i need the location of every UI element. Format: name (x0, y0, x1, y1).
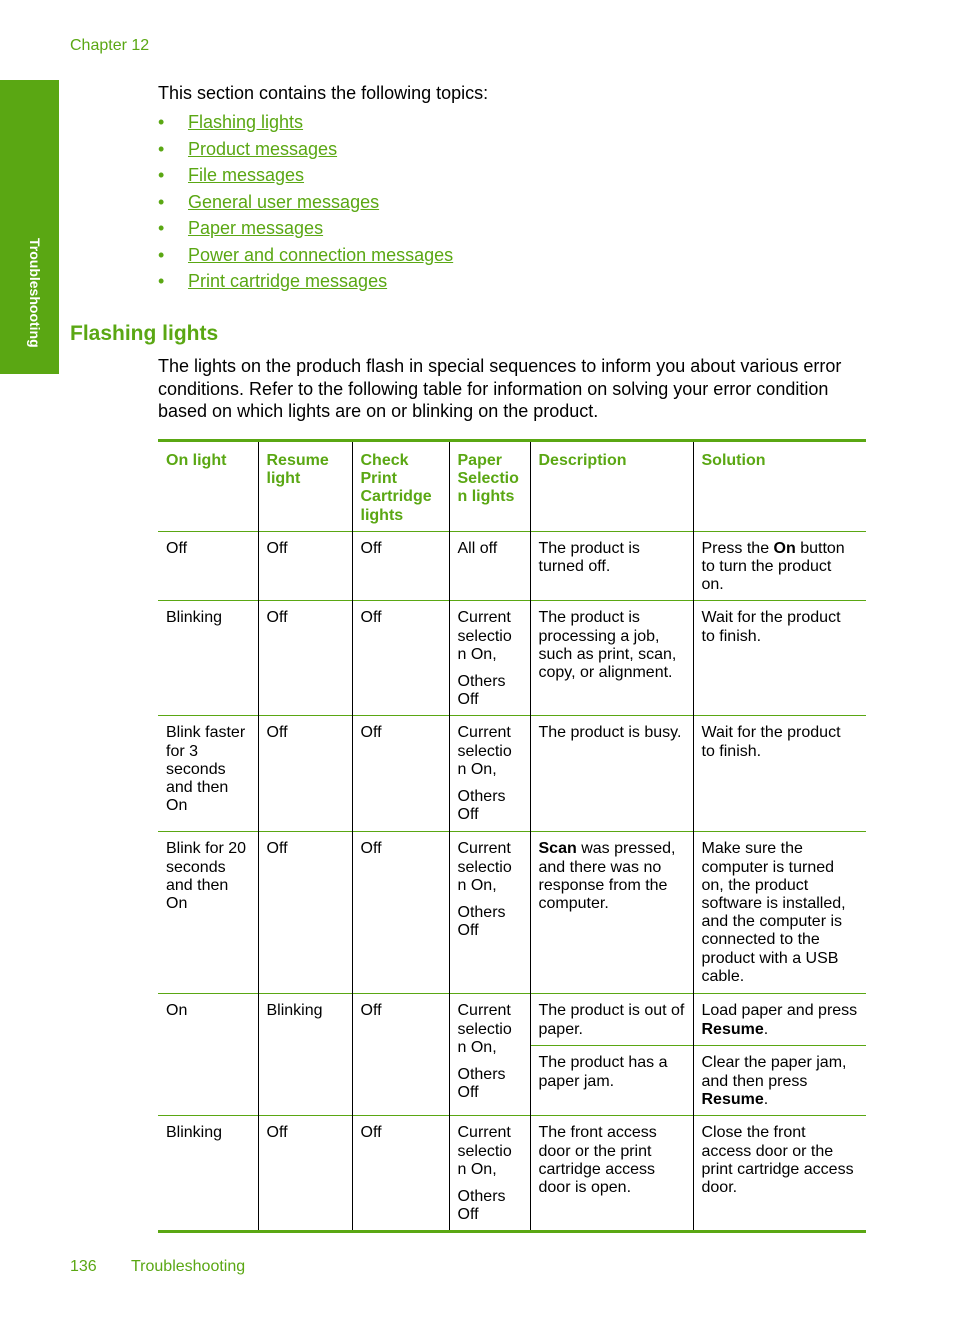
paper-light-others: Others Off (457, 1188, 506, 1224)
on-light-cell: Blinking (158, 1116, 258, 1232)
column-header-on-light: On light (158, 441, 258, 532)
footer-title: Troubleshooting (131, 1258, 246, 1275)
table-row (158, 716, 866, 832)
topic-link-power-and-connection-messages[interactable]: Power and connection messages (188, 244, 454, 265)
paper-light-current: Current selectio n On, (457, 1124, 512, 1178)
paper-light-others: Others Off (457, 673, 506, 709)
paper-light-others: Others Off (457, 904, 506, 940)
cartridge-lights-cell: Off (352, 994, 449, 1116)
resume-light-cell: Off (258, 716, 352, 832)
description-emphasis: Scan (538, 840, 577, 858)
chapter-label: Chapter 12 (70, 37, 150, 54)
description-cell (530, 832, 693, 994)
topic-link-paper-messages[interactable]: Paper messages (188, 218, 324, 238)
table-row (158, 601, 866, 716)
topic-link-file-messages[interactable]: File messages (188, 165, 305, 185)
cartridge-lights-cell: Off (352, 1116, 449, 1232)
topic-link-product-messages[interactable]: Product messages (188, 138, 338, 159)
on-light-cell: Blink faster for 3 seconds and then On (158, 716, 258, 832)
bullet-icon: • (158, 138, 165, 159)
solution-cell: Wait for the product to finish. (693, 601, 866, 716)
paper-lights-cell (449, 716, 530, 832)
bullet-icon: • (158, 218, 165, 238)
description-cell: The front access door or the print cartridge access door is open. (530, 1116, 693, 1232)
topic-link-general-user-messages[interactable]: General user messages (188, 191, 380, 212)
topic-link-print-cartridge-messages[interactable]: Print cartridge messages (188, 271, 388, 291)
description-cell: The product has a paper jam. (530, 1046, 693, 1116)
on-light-cell: Blink for 20 seconds and then On (158, 832, 258, 994)
page-number: 136 (70, 1258, 97, 1275)
paper-light-current: Current selectio n On, (457, 724, 512, 778)
column-header-check-print-cartridge-lights: Check Print Cartridge lights (352, 441, 449, 532)
paper-light-current: Current selectio n On, (457, 840, 512, 894)
bullet-icon: • (158, 244, 165, 265)
solution-text: Press the (701, 539, 774, 557)
solution-cell: Wait for the product to finish. (693, 716, 866, 832)
table-row (158, 832, 866, 994)
paper-lights-cell: All off (449, 531, 530, 601)
solution-text: Clear the paper jam, and then press (701, 1054, 847, 1090)
cartridge-lights-cell: Off (352, 531, 449, 601)
cartridge-lights-cell: Off (352, 601, 449, 716)
bullet-icon: • (158, 191, 165, 212)
resume-light-cell: Blinking (258, 994, 352, 1116)
solution-cell (693, 1046, 866, 1116)
topic-link-flashing-lights[interactable]: Flashing lights (188, 112, 304, 132)
solution-emphasis: Resume (701, 1090, 764, 1108)
table-row (158, 531, 866, 601)
description-cell: The product is turned off. (530, 531, 693, 601)
column-header-solution: Solution (693, 441, 866, 532)
table-row (158, 994, 866, 1046)
paper-light-others: Others Off (457, 1066, 506, 1102)
description-cell: The product is busy. (530, 716, 693, 832)
description-text: was pressed, and there was no response from the computer. (538, 840, 676, 913)
paper-light-current: Current selectio n On, (457, 1002, 512, 1056)
cartridge-lights-cell: Off (352, 716, 449, 832)
solution-text: . (763, 1020, 769, 1038)
bullet-icon: • (158, 112, 165, 132)
paper-lights-cell (449, 1116, 530, 1232)
paper-light-current: Current selectio n On, (457, 609, 512, 663)
flashing-lights-table (158, 439, 866, 1233)
section-paragraph: The lights on the produch flash in special sequences to inform you about various error conditions. Refer to the following table for information on solving your error condition based on which lights are on or blinking on the product. (158, 356, 842, 421)
solution-cell: Close the front access door or the print cartridge access door. (693, 1116, 866, 1232)
solution-cell: Make sure the computer is turned on, the product software is installed, and the computer is connected to the product with a USB cable. (693, 832, 866, 994)
solution-cell (693, 994, 866, 1046)
description-cell: The product is out of paper. (530, 994, 693, 1046)
description-cell: The product is processing a job, such as print, scan, copy, or alignment. (530, 601, 693, 716)
on-light-cell: On (158, 994, 258, 1116)
resume-light-cell: Off (258, 1116, 352, 1232)
on-light-cell: Blinking (158, 601, 258, 716)
resume-light-cell: Off (258, 601, 352, 716)
paper-lights-cell (449, 994, 530, 1116)
solution-cell (693, 531, 866, 601)
side-tab-label: Troubleshooting (27, 238, 43, 348)
solution-text: . (763, 1090, 769, 1108)
section-heading: Flashing lights (70, 322, 219, 345)
column-header-description: Description (530, 441, 693, 532)
column-header-paper-selection-lights: Paper Selectio n lights (449, 441, 530, 532)
solution-emphasis: Resume (701, 1020, 764, 1038)
solution-text: button to turn the product on. (701, 539, 845, 594)
column-header-resume-light: Resume light (258, 441, 352, 532)
paper-light-others: Others Off (457, 788, 506, 824)
table-row (158, 1116, 866, 1232)
solution-text: Load paper and press (701, 1002, 858, 1020)
resume-light-cell: Off (258, 531, 352, 601)
table-header-row (158, 441, 866, 532)
bullet-icon: • (158, 271, 165, 291)
resume-light-cell: Off (258, 832, 352, 994)
cartridge-lights-cell: Off (352, 832, 449, 994)
solution-emphasis: On (773, 539, 796, 557)
paper-lights-cell (449, 832, 530, 994)
bullet-icon: • (158, 165, 165, 185)
paper-lights-cell (449, 601, 530, 716)
on-light-cell: Off (158, 531, 258, 601)
intro-text: This section contains the following topics: (158, 83, 489, 103)
